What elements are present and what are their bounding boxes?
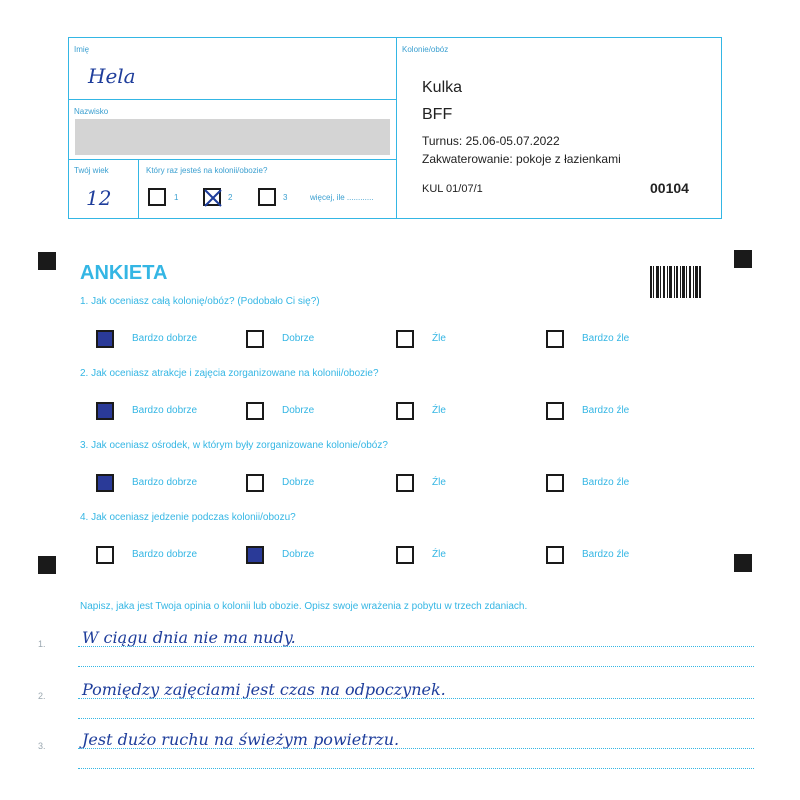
name-label: Imię <box>74 45 90 54</box>
answer-checkbox[interactable] <box>96 402 114 420</box>
answer-checkbox[interactable] <box>546 402 564 420</box>
answer-checkbox[interactable] <box>546 474 564 492</box>
zakwaterowanie: Zakwaterowanie: pokoje z łazienkami <box>422 152 621 166</box>
age-divider <box>138 159 139 219</box>
surname-label: Nazwisko <box>74 107 109 116</box>
handwritten-answer[interactable]: Jest dużo ruchu na świeżym powietrzu. <box>82 730 400 749</box>
question-text: 1. Jak oceniasz całą kolonię/obóz? (Podobało Ci się?) <box>80 296 320 307</box>
answer-checkbox[interactable] <box>246 402 264 420</box>
answer-option-label: Bardzo źle <box>582 549 630 560</box>
writing-line <box>78 698 754 699</box>
answer-checkbox[interactable] <box>246 546 264 564</box>
answer-option-label: Bardzo dobrze <box>132 477 198 488</box>
answer-option-label: Dobrze <box>282 405 315 416</box>
cross-mark-icon <box>204 189 222 207</box>
times-label: Który raz jesteś na kolonii/obozie? <box>146 166 268 175</box>
row-divider <box>68 99 396 100</box>
barcode-icon <box>650 266 702 298</box>
answer-option-label: Dobrze <box>282 333 315 344</box>
name-value[interactable]: Hela <box>88 64 136 88</box>
answer-checkbox[interactable] <box>396 546 414 564</box>
answer-number: 3. <box>38 741 46 751</box>
answer-checkbox[interactable] <box>546 546 564 564</box>
registration-mark <box>38 252 56 270</box>
writing-line <box>78 666 754 667</box>
header-divider <box>396 37 397 219</box>
handwritten-answer[interactable]: Pomiędzy zajęciami jest czas na odpoczynek. <box>82 680 446 699</box>
answer-number: 2. <box>38 691 46 701</box>
times-checkbox-2[interactable] <box>203 188 221 206</box>
registration-mark <box>734 554 752 572</box>
answer-option-label: Bardzo źle <box>582 477 630 488</box>
writing-line <box>78 748 754 749</box>
surname-redacted <box>75 119 390 155</box>
registration-mark <box>734 250 752 268</box>
handwritten-answer[interactable]: W ciągu dnia nie ma nudy. <box>82 628 296 647</box>
answer-option-label: Dobrze <box>282 549 315 560</box>
answer-checkbox[interactable] <box>96 546 114 564</box>
answer-checkbox[interactable] <box>96 474 114 492</box>
answer-option-label: Bardzo dobrze <box>132 549 198 560</box>
times-checkbox-1[interactable] <box>148 188 166 206</box>
answer-option-label: Źle <box>432 333 446 344</box>
times-option-1: 1 <box>174 193 179 202</box>
camp-label: Kolonie/obóz <box>402 45 449 54</box>
times-checkbox-3[interactable] <box>258 188 276 206</box>
answer-option-label: Bardzo dobrze <box>132 405 198 416</box>
answer-checkbox[interactable] <box>246 330 264 348</box>
answer-checkbox[interactable] <box>396 474 414 492</box>
camp-code: KUL 01/07/1 <box>422 183 483 195</box>
question-text: 2. Jak oceniasz atrakcje i zajęcia zorganizowane na kolonii/obozie? <box>80 368 379 379</box>
turnus: Turnus: 25.06-05.07.2022 <box>422 134 560 148</box>
answer-checkbox[interactable] <box>396 402 414 420</box>
question-text: 4. Jak oceniasz jedzenie podczas kolonii/obozu? <box>80 512 296 523</box>
answer-checkbox[interactable] <box>396 330 414 348</box>
answer-checkbox[interactable] <box>546 330 564 348</box>
age-label: Twój wiek <box>74 166 109 175</box>
times-more: więcej, ile ............ <box>310 193 374 202</box>
survey-title: ANKIETA <box>80 262 168 284</box>
times-option-2: 2 <box>228 193 233 202</box>
question-text: 3. Jak oceniasz ośrodek, w którym były zorganizowane kolonie/obóz? <box>80 440 388 451</box>
opinion-prompt: Napisz, jaka jest Twoja opinia o kolonii lub obozie. Opisz swoje wrażenia z pobytu w trzech zdaniach. <box>80 601 528 612</box>
form-number: 00104 <box>650 180 689 196</box>
writing-line <box>78 718 754 719</box>
age-value[interactable]: 12 <box>86 186 112 210</box>
row-divider <box>68 159 396 160</box>
answer-option-label: Bardzo źle <box>582 405 630 416</box>
answer-checkbox[interactable] <box>96 330 114 348</box>
answer-option-label: Źle <box>432 477 446 488</box>
answer-checkbox[interactable] <box>246 474 264 492</box>
answer-option-label: Źle <box>432 549 446 560</box>
answer-option-label: Dobrze <box>282 477 315 488</box>
times-option-3: 3 <box>283 193 288 202</box>
answer-option-label: Bardzo źle <box>582 333 630 344</box>
answer-option-label: Bardzo dobrze <box>132 333 198 344</box>
writing-line <box>78 768 754 769</box>
writing-line <box>78 646 754 647</box>
answer-option-label: Źle <box>432 405 446 416</box>
camp-name: Kulka <box>422 79 463 96</box>
answer-number: 1. <box>38 639 46 649</box>
registration-mark <box>38 556 56 574</box>
camp-group: BFF <box>422 106 453 123</box>
